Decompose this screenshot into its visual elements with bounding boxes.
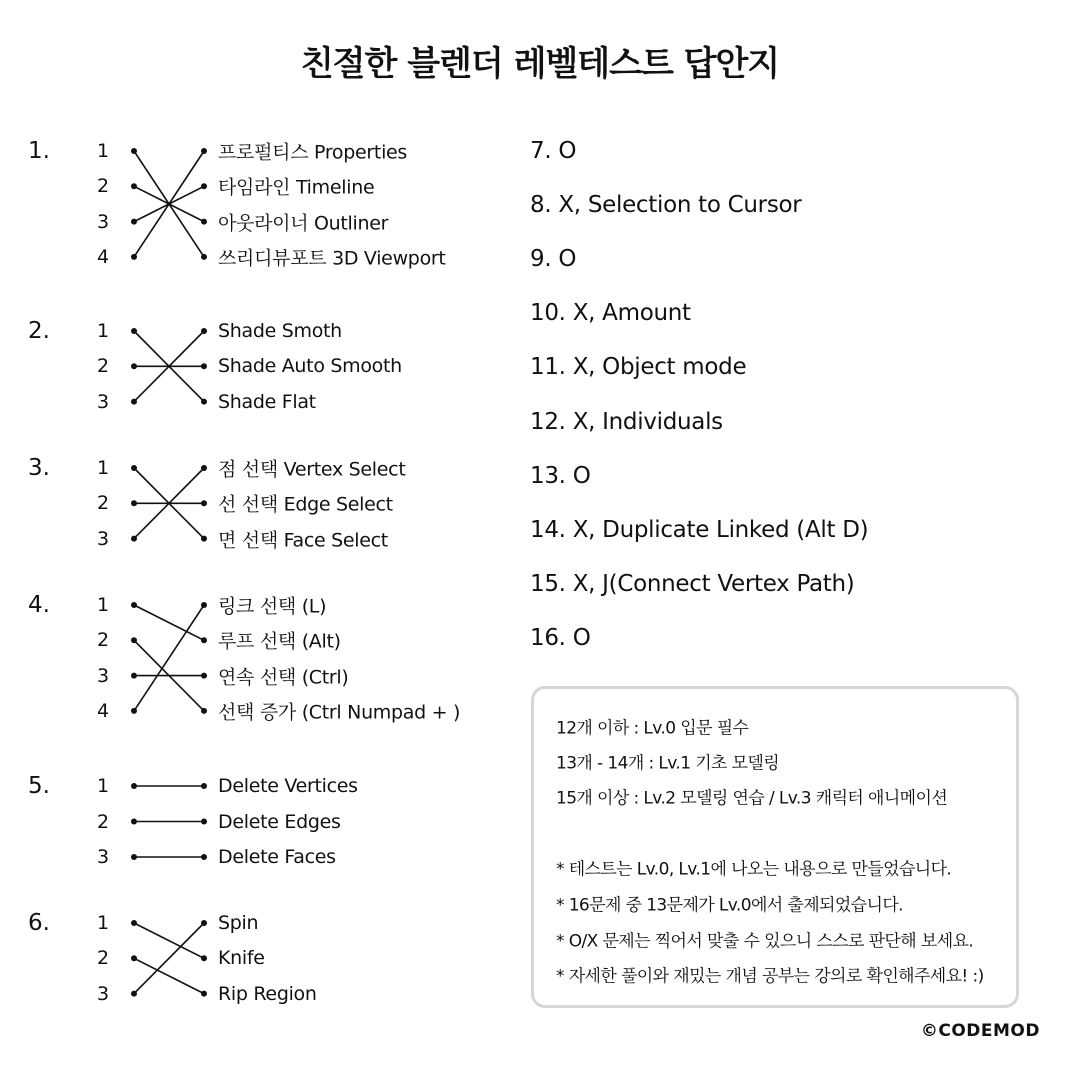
left-item-number: 3 (96, 210, 110, 233)
left-item-number: 2 (96, 810, 110, 833)
left-item-number: 3 (96, 982, 110, 1005)
matching-questions (0, 0, 520, 1080)
right-item-label: Delete Faces (218, 846, 336, 868)
right-item-label: Shade Flat (218, 390, 316, 413)
right-item-label: 점 선택 Vertex Select (218, 458, 406, 481)
right-item-label: Spin (218, 912, 259, 934)
right-item-label: Shade Auto Smooth (218, 355, 402, 378)
right-item-label: Delete Edges (218, 810, 341, 833)
answer-item: 7. O (530, 138, 577, 164)
right-item-label: 타임라인 Timeline (218, 176, 375, 199)
left-item-number: 1 (96, 775, 110, 797)
left-item-number: 3 (96, 527, 110, 550)
right-item-label: 면 선택 Face Select (218, 529, 388, 552)
match-line (134, 923, 204, 958)
answer-item: 16. O (530, 624, 591, 651)
left-item-number: 2 (96, 175, 110, 198)
right-item-label: 연속 선택 (Ctrl) (218, 666, 349, 689)
right-item-label: 선택 증가 (Ctrl Numpad + ) (218, 701, 461, 724)
question-number: 3. (28, 455, 50, 481)
page-title: 친절한 블렌더 레벨테스트 답안지 (300, 44, 780, 84)
left-item-number: 4 (96, 245, 110, 268)
left-item-number: 3 (96, 664, 110, 687)
level-info-box (531, 686, 1019, 1008)
left-item-number: 1 (96, 457, 110, 479)
right-item-label: 쓰리디뷰포트 3D Viewport (218, 247, 446, 270)
answer-item: 15. X, J(Connect Vertex Path) (530, 570, 855, 597)
question-number: 1. (28, 138, 50, 164)
match-line (134, 923, 204, 994)
match-line (134, 958, 204, 993)
info-line: * O/X 문제는 찍어서 맞출 수 있으니 스스로 판단해 보세요. (556, 931, 974, 952)
right-item-label: Delete Vertices (218, 775, 358, 797)
right-item-label: Shade Smoth (218, 320, 342, 342)
left-item-number: 1 (96, 912, 110, 934)
left-item-number: 1 (96, 140, 110, 162)
right-item-label: Rip Region (218, 982, 317, 1005)
right-item-label: Knife (218, 947, 265, 970)
question-number: 4. (28, 592, 50, 618)
right-item-label: 선 선택 Edge Select (218, 493, 393, 516)
question-number: 5. (28, 773, 50, 799)
right-item-label: 루프 선택 (Alt) (218, 630, 341, 653)
left-item-number: 3 (96, 846, 110, 868)
answer-item: 14. X, Duplicate Linked (Alt D) (530, 516, 869, 543)
answer-item: 9. O (530, 246, 577, 273)
answer-item: 8. X, Selection to Cursor (530, 192, 802, 219)
answer-item: 11. X, Object mode (530, 354, 747, 381)
info-line: 13개 - 14개 : Lv.1 기초 모델링 (556, 753, 780, 774)
question-number: 6. (28, 910, 50, 936)
info-line: * 자세한 풀이와 재밌는 개념 공부는 강의로 확인해주세요! :) (556, 966, 984, 987)
left-item-number: 1 (96, 320, 110, 342)
match-line (134, 605, 204, 711)
answer-item: 12. X, Individuals (530, 408, 723, 435)
right-item-label: 프로펄티스 Properties (218, 141, 408, 164)
brand-logo: ©CODEMOD (920, 1021, 1040, 1041)
info-line: * 테스트는 Lv.0, Lv.1에 나오는 내용으로 만들었습니다. (556, 859, 952, 880)
left-item-number: 2 (96, 629, 110, 652)
left-item-number: 1 (96, 594, 110, 616)
right-item-label: 아웃라이너 Outliner (218, 212, 389, 235)
left-item-number: 2 (96, 355, 110, 378)
left-item-number: 2 (96, 947, 110, 970)
left-item-number: 2 (96, 492, 110, 515)
info-line: 12개 이하 : Lv.0 입문 필수 (556, 718, 749, 739)
left-item-number: 4 (96, 699, 110, 722)
question-number: 2. (28, 318, 50, 344)
answer-item: 10. X, Amount (530, 300, 691, 327)
left-item-number: 3 (96, 390, 110, 413)
answer-item: 13. O (530, 462, 591, 489)
info-line: 15개 이상 : Lv.2 모델링 연습 / Lv.3 캐릭터 애니메이션 (556, 788, 948, 809)
info-line: * 16문제 중 13문제가 Lv.0에서 출제되었습니다. (556, 895, 903, 916)
match-line (134, 605, 204, 640)
right-item-label: 링크 선택 (L) (218, 595, 327, 618)
